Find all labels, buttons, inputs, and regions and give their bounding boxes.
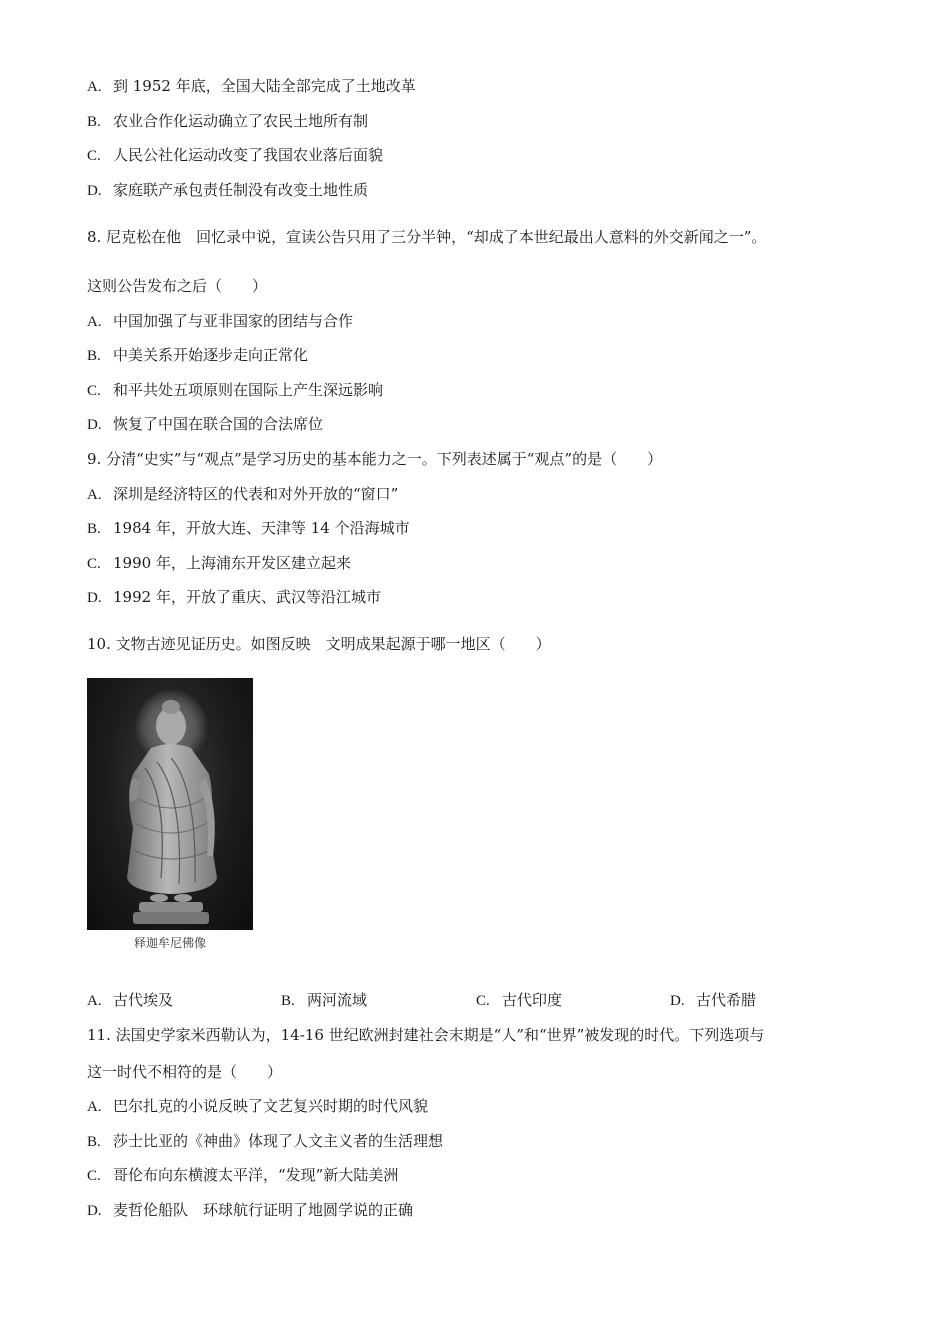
- q11-option-d: [87, 1199, 413, 1222]
- option-text: 麦哲伦船队 环球航行证明了地圆学说的正确: [113, 1201, 414, 1219]
- q10-option-b: [281, 989, 367, 1012]
- option-text: 1984 年，开放大连、天津等 14 个沿海城市: [113, 519, 410, 537]
- q8-option-b: [87, 344, 308, 367]
- q9-option-b: [87, 517, 410, 540]
- option-text: 深圳是经济特区的代表和对外开放的“窗口”: [113, 485, 399, 503]
- option-letter: A.: [87, 487, 102, 503]
- q7-option-b: [87, 110, 368, 133]
- option-letter: A.: [87, 993, 102, 1009]
- option-letter: C.: [476, 993, 490, 1009]
- option-letter: A.: [87, 1099, 102, 1115]
- q8-option-a: [87, 310, 353, 333]
- option-letter: B.: [87, 1134, 101, 1150]
- q10-stem: 10. 文物古迹见证历史。如图反映 文明成果起源于哪一地区（ ）: [87, 635, 551, 653]
- option-letter: D.: [87, 590, 102, 606]
- option-text: 古代印度: [502, 991, 563, 1009]
- option-text: 古代希腊: [696, 991, 757, 1009]
- q11-stem-line2: 这一时代不相符的是（ ）: [87, 1063, 283, 1081]
- option-letter: B.: [87, 348, 101, 364]
- q9-stem: 9. 分清“史实”与“观点”是学习历史的基本能力之一。下列表述属于“观点”的是（ ）: [87, 450, 663, 468]
- q7-option-a: [87, 75, 416, 98]
- buddha-statue-illustration: [87, 678, 253, 930]
- q7-option-c: [87, 144, 383, 167]
- option-letter: C.: [87, 556, 101, 572]
- option-text: 莎士比亚的《神曲》体现了人文主义者的生活理想: [113, 1132, 444, 1150]
- option-text: 1992 年，开放了重庆、武汉等沿江城市: [113, 588, 381, 606]
- option-letter: D.: [87, 417, 102, 433]
- option-letter: C.: [87, 383, 101, 399]
- q7-option-d: [87, 179, 368, 202]
- option-text: 哥伦布向东横渡太平洋，“发现”新大陆美洲: [113, 1166, 399, 1184]
- q10-options-row: [0, 989, 950, 1011]
- option-letter: B.: [281, 993, 295, 1009]
- option-letter: C.: [87, 148, 101, 164]
- q9-option-a: [87, 483, 398, 506]
- option-text: 农业合作化运动确立了农民土地所有制: [113, 112, 369, 130]
- buddha-statue-image: [87, 678, 253, 930]
- q8-stem-line2: 这则公告发布之后（ ）: [87, 277, 268, 295]
- q10-option-c: [476, 989, 562, 1012]
- option-text: 1990 年，上海浦东开发区建立起来: [113, 554, 351, 572]
- q8-option-d: [87, 413, 323, 436]
- q11-option-c: [87, 1164, 398, 1187]
- option-text: 和平共处五项原则在国际上产生深远影响: [113, 381, 384, 399]
- q8-stem-line1: 8. 尼克松在他 回忆录中说，宣读公告只用了三分半钟，“却成了本世纪最出人意料的外交新闻之一”。: [87, 228, 767, 246]
- q11-option-b: [87, 1130, 443, 1153]
- option-text: 两河流域: [307, 991, 368, 1009]
- option-text: 中美关系开始逐步走向正常化: [113, 346, 309, 364]
- option-letter: B.: [87, 521, 101, 537]
- q10-option-a: [87, 989, 173, 1012]
- option-letter: A.: [87, 79, 102, 95]
- q11-stem-line1: 11. 法国史学家米西勒认为，14-16 世纪欧洲封建社会末期是“人”和“世界”被发现的时代。下列选项与: [87, 1026, 765, 1044]
- q9-option-d: [87, 586, 381, 609]
- option-text: 家庭联产承包责任制没有改变土地性质: [113, 181, 369, 199]
- q10-option-d: [670, 989, 756, 1012]
- q8-option-c: [87, 379, 383, 402]
- option-letter: A.: [87, 314, 102, 330]
- q11-option-a: [87, 1095, 428, 1118]
- option-text: 到 1952 年底，全国大陆全部完成了土地改革: [113, 77, 416, 95]
- option-text: 巴尔扎克的小说反映了文艺复兴时期的时代风貌: [113, 1097, 429, 1115]
- option-letter: D.: [87, 1203, 102, 1219]
- image-caption: 释迦牟尼佛像: [133, 936, 206, 950]
- option-letter: D.: [87, 183, 102, 199]
- option-text: 中国加强了与亚非国家的团结与合作: [113, 312, 354, 330]
- option-letter: B.: [87, 114, 101, 130]
- option-text: 古代埃及: [113, 991, 174, 1009]
- q9-option-c: [87, 552, 351, 575]
- option-text: 人民公社化运动改变了我国农业落后面貌: [113, 146, 384, 164]
- option-letter: D.: [670, 993, 685, 1009]
- option-text: 恢复了中国在联合国的合法席位: [113, 415, 324, 433]
- option-letter: C.: [87, 1168, 101, 1184]
